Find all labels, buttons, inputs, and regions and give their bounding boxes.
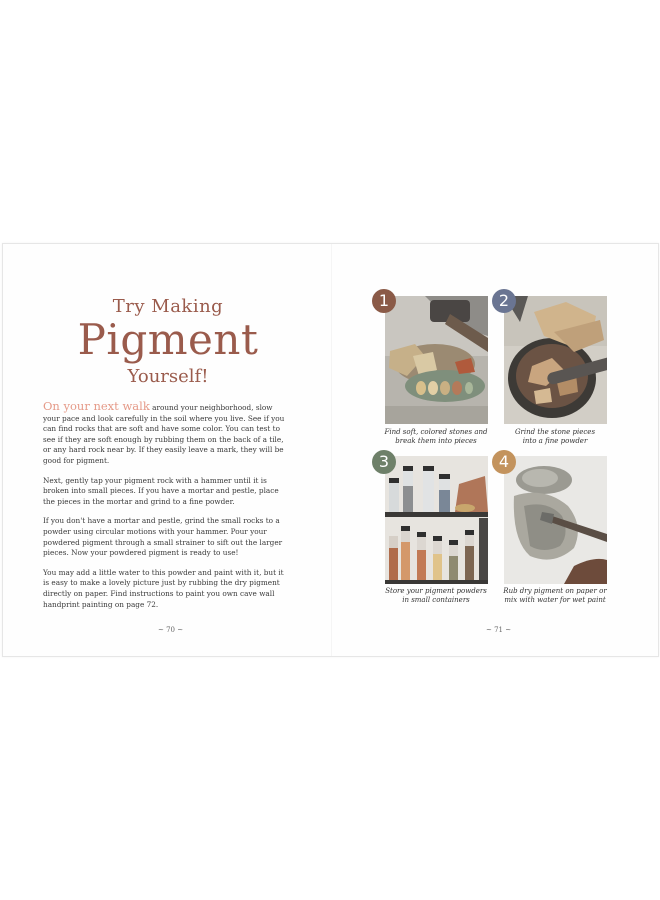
caption-4-line-1: Rub dry pigment on paper or — [503, 587, 607, 595]
lead-phrase: On your next walk — [43, 399, 150, 413]
paragraph-2: Next, gently tap your pigment rock with a hammer until it is broken into small pieces. If you have a mortar and pestle, place the pieces in the mortar and grind to a fine powder. — [43, 475, 279, 506]
caption-3-line-1: Store your pigment powders — [385, 587, 487, 595]
step-2-badge: 2 — [492, 289, 516, 313]
photo-step-2 — [504, 296, 607, 424]
caption-step-1 — [376, 428, 496, 447]
page-number-right: ~ 71 ~ — [486, 626, 512, 634]
paragraph-3: If you don't have a mortar and pestle, grind the small rocks to a powder using circular motions with your hammer. Pour your powdered pigment through a small strainer to sift out the larger pieces. Now your powdered pigment is ready to use! — [43, 516, 283, 558]
title-line-1: Try Making — [112, 296, 224, 317]
caption-4-line-2: mix with water for wet paint — [504, 596, 606, 605]
caption-step-3 — [376, 587, 496, 606]
step-3-badge: 3 — [372, 450, 396, 474]
left-page — [3, 244, 331, 656]
paragraph-1-text: around your neighborhood, slow your pace and look carefully in the soil where you live. See if you can find rocks that are soft and have some color. You can test to see if they are soft enough by rubbing them on the back of a tile, or any hard rock near by. If they easily leave a mark, they will be good for pigment. — [43, 403, 285, 465]
book-spread — [2, 243, 659, 657]
title-line-3: Yourself! — [127, 366, 209, 387]
title-line-2: Pigment — [77, 315, 259, 364]
photo-step-1 — [385, 296, 488, 424]
caption-step-4 — [495, 587, 615, 606]
pigment-jars-image — [385, 456, 488, 584]
body-text — [43, 401, 291, 619]
page-number-left: ~ 70 ~ — [158, 626, 184, 634]
brush-powder-image — [504, 456, 607, 584]
mortar-pestle-image — [504, 296, 607, 424]
photo-step-4 — [504, 456, 607, 584]
caption-step-2 — [495, 428, 615, 447]
stones-hammer-image — [385, 296, 488, 424]
step-4-badge: 4 — [492, 450, 516, 474]
right-page — [332, 244, 658, 656]
photo-step-3 — [385, 456, 488, 584]
caption-1-line-2: break them into pieces — [395, 437, 477, 446]
caption-2-line-2: into a fine powder — [522, 437, 588, 446]
paragraph-4: You may add a little water to this powder and paint with it, but it is easy to make a lovely picture just by rubbing the dry pigment directly on paper. Find instructions to paint you own cave wall handprint painting on page 72. — [43, 567, 284, 609]
caption-3-line-2: in small containers — [402, 596, 470, 605]
paragraph-1 — [43, 401, 291, 467]
step-1-badge: 1 — [372, 289, 396, 313]
caption-2-line-1: Grind the stone pieces — [514, 428, 596, 436]
caption-1-line-1: Find soft, colored stones and — [384, 428, 488, 436]
